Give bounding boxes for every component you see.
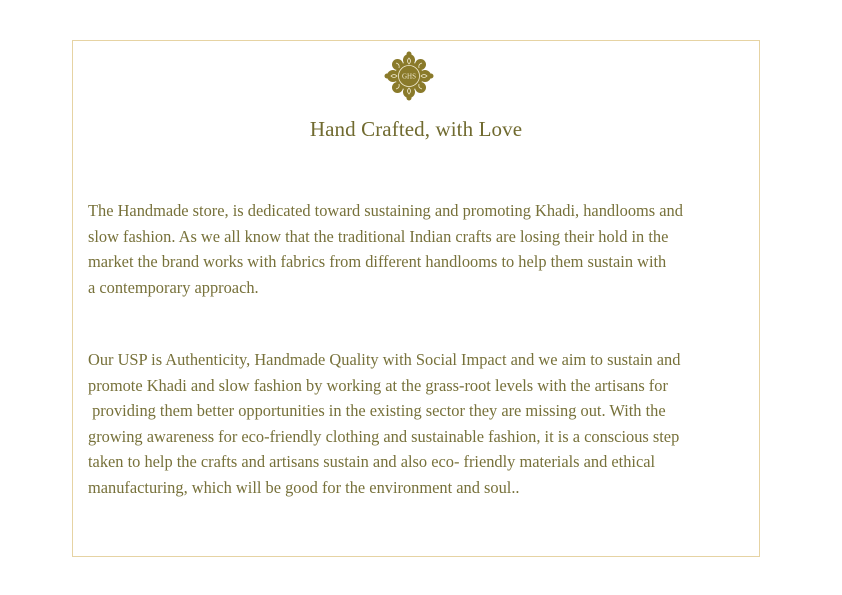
- paragraph-line: Our USP is Authenticity, Handmade Quality with Social Impact and we aim to sustain and: [88, 350, 681, 369]
- paragraph-line: a contemporary approach.: [88, 277, 259, 297]
- paragraph-line: market the brand works with fabrics from different handlooms to help them sustain with: [88, 252, 667, 271]
- page-title: Hand Crafted, with Love: [309, 117, 523, 141]
- paragraph-line: manufacturing, which will be good for the environment and soul..: [88, 477, 520, 497]
- paragraph-line: providing them better opportunities in the existing sector they are missing out. With the: [88, 401, 666, 420]
- about-card: [72, 40, 760, 557]
- logo-text: GHS: [401, 72, 417, 81]
- paragraph-line: taken to help the crafts and artisans sustain and also eco- friendly materials and ethical: [88, 452, 656, 471]
- usp-paragraph: [88, 347, 680, 500]
- paragraph-line: promote Khadi and slow fashion by working at the grass-root levels with the artisans for: [88, 375, 668, 395]
- intro-paragraph: [88, 198, 683, 300]
- paragraph-line: growing awareness for eco-friendly clothing and sustainable fashion, it is a conscious step: [88, 426, 680, 446]
- paragraph-line: The Handmade store, is dedicated toward sustaining and promoting Khadi, handlooms and: [88, 201, 683, 220]
- paragraph-line: slow fashion. As we all know that the traditional Indian crafts are losing their hold in the: [88, 226, 669, 246]
- brand-logo-icon: [383, 50, 435, 102]
